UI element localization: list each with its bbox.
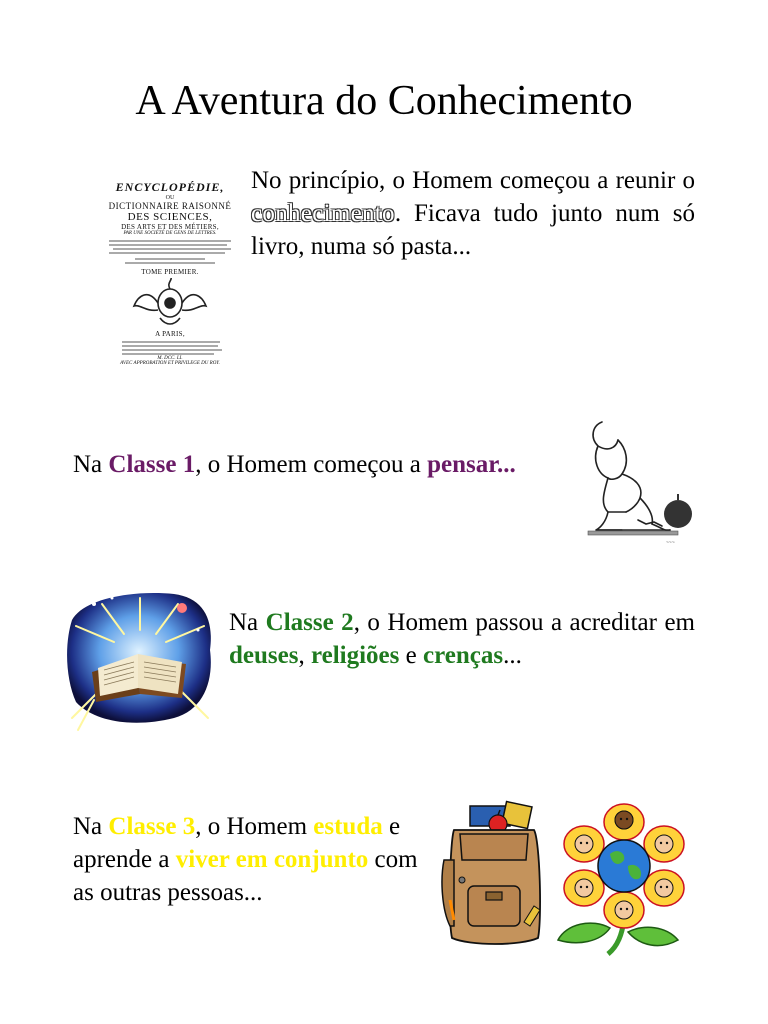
class1-verb: pensar... [427,451,516,478]
class3-estuda: estuda [313,813,383,840]
class3-middle2: e aprende a [73,813,401,873]
class2-end: ... [503,642,522,669]
enc-line4: DES SCIENCES, [127,211,213,223]
class1-prefix: Na [73,451,109,478]
intro-paragraph [251,164,695,263]
glowing-book-image [64,590,216,736]
world-children-flower-icon [552,800,696,960]
class3-prefix: Na [73,813,109,840]
glowing-book-icon [64,590,216,736]
class3-end: com as outras pessoas... [73,846,418,906]
enc-place: A PARIS, [155,330,185,338]
class2-label: Classe 2 [265,609,354,636]
class3-paragraph [73,810,433,909]
class1-middle: , o Homem começou a [195,451,428,478]
class3-label: Classe 3 [108,813,196,840]
enc-fine-print [105,238,235,266]
enc-line2: OU [165,195,175,201]
class2-prefix: Na [229,609,266,636]
class3-viver: viver em conjunto [175,846,369,873]
enc-year: M. DCC. LI. [157,356,183,361]
thinker-statue-icon [578,412,702,550]
enc-publishers [110,339,230,355]
class3-middle: , o Homem [195,813,314,840]
enc-line5: DES ARTS ET DES MÉTIERS, [121,223,219,231]
school-backpack-icon [440,800,548,950]
enc-line1: ENCYCLOPÉDIE, [115,180,225,194]
enc-tome: TOME PREMIER. [141,268,199,276]
page-title: A Aventura do Conhecimento [135,78,633,124]
class2-sep1: , [298,642,311,669]
conhecimento-highlight: conhecimento [251,200,395,227]
class2-middle: , o Homem passou a acreditar em [353,609,695,636]
intro-text-before: No princípio, o Homem começou a reunir o [251,167,695,194]
world-children-flower-image [552,800,696,960]
encyclopedie-title-page-image [100,180,240,405]
svg-text:~~~: ~~~ [666,540,675,546]
class2-deuses: deuses [229,642,299,669]
class2-religioes: religiões [310,642,400,669]
class2-crencas: crenças [422,642,504,669]
enc-approval: AVEC APPROBATION ET PRIVILEGE DU ROY. [120,361,220,366]
class2-paragraph [229,606,695,672]
thinker-statue-image [578,412,702,550]
enc-line3: DICTIONNAIRE RAISONNÉ [108,201,232,211]
school-backpack-image [440,800,548,950]
enc-line6: PAR UNE SOCIÉTÉ DE GENS DE LETTRES. [123,231,217,236]
intro-text-after: . Ficava tudo junto num só livro, numa só pasta... [251,200,695,260]
ornament-icon [130,278,210,328]
class1-label: Classe 1 [108,451,196,478]
class1-paragraph [73,448,593,481]
class2-sep2: e [399,642,423,669]
